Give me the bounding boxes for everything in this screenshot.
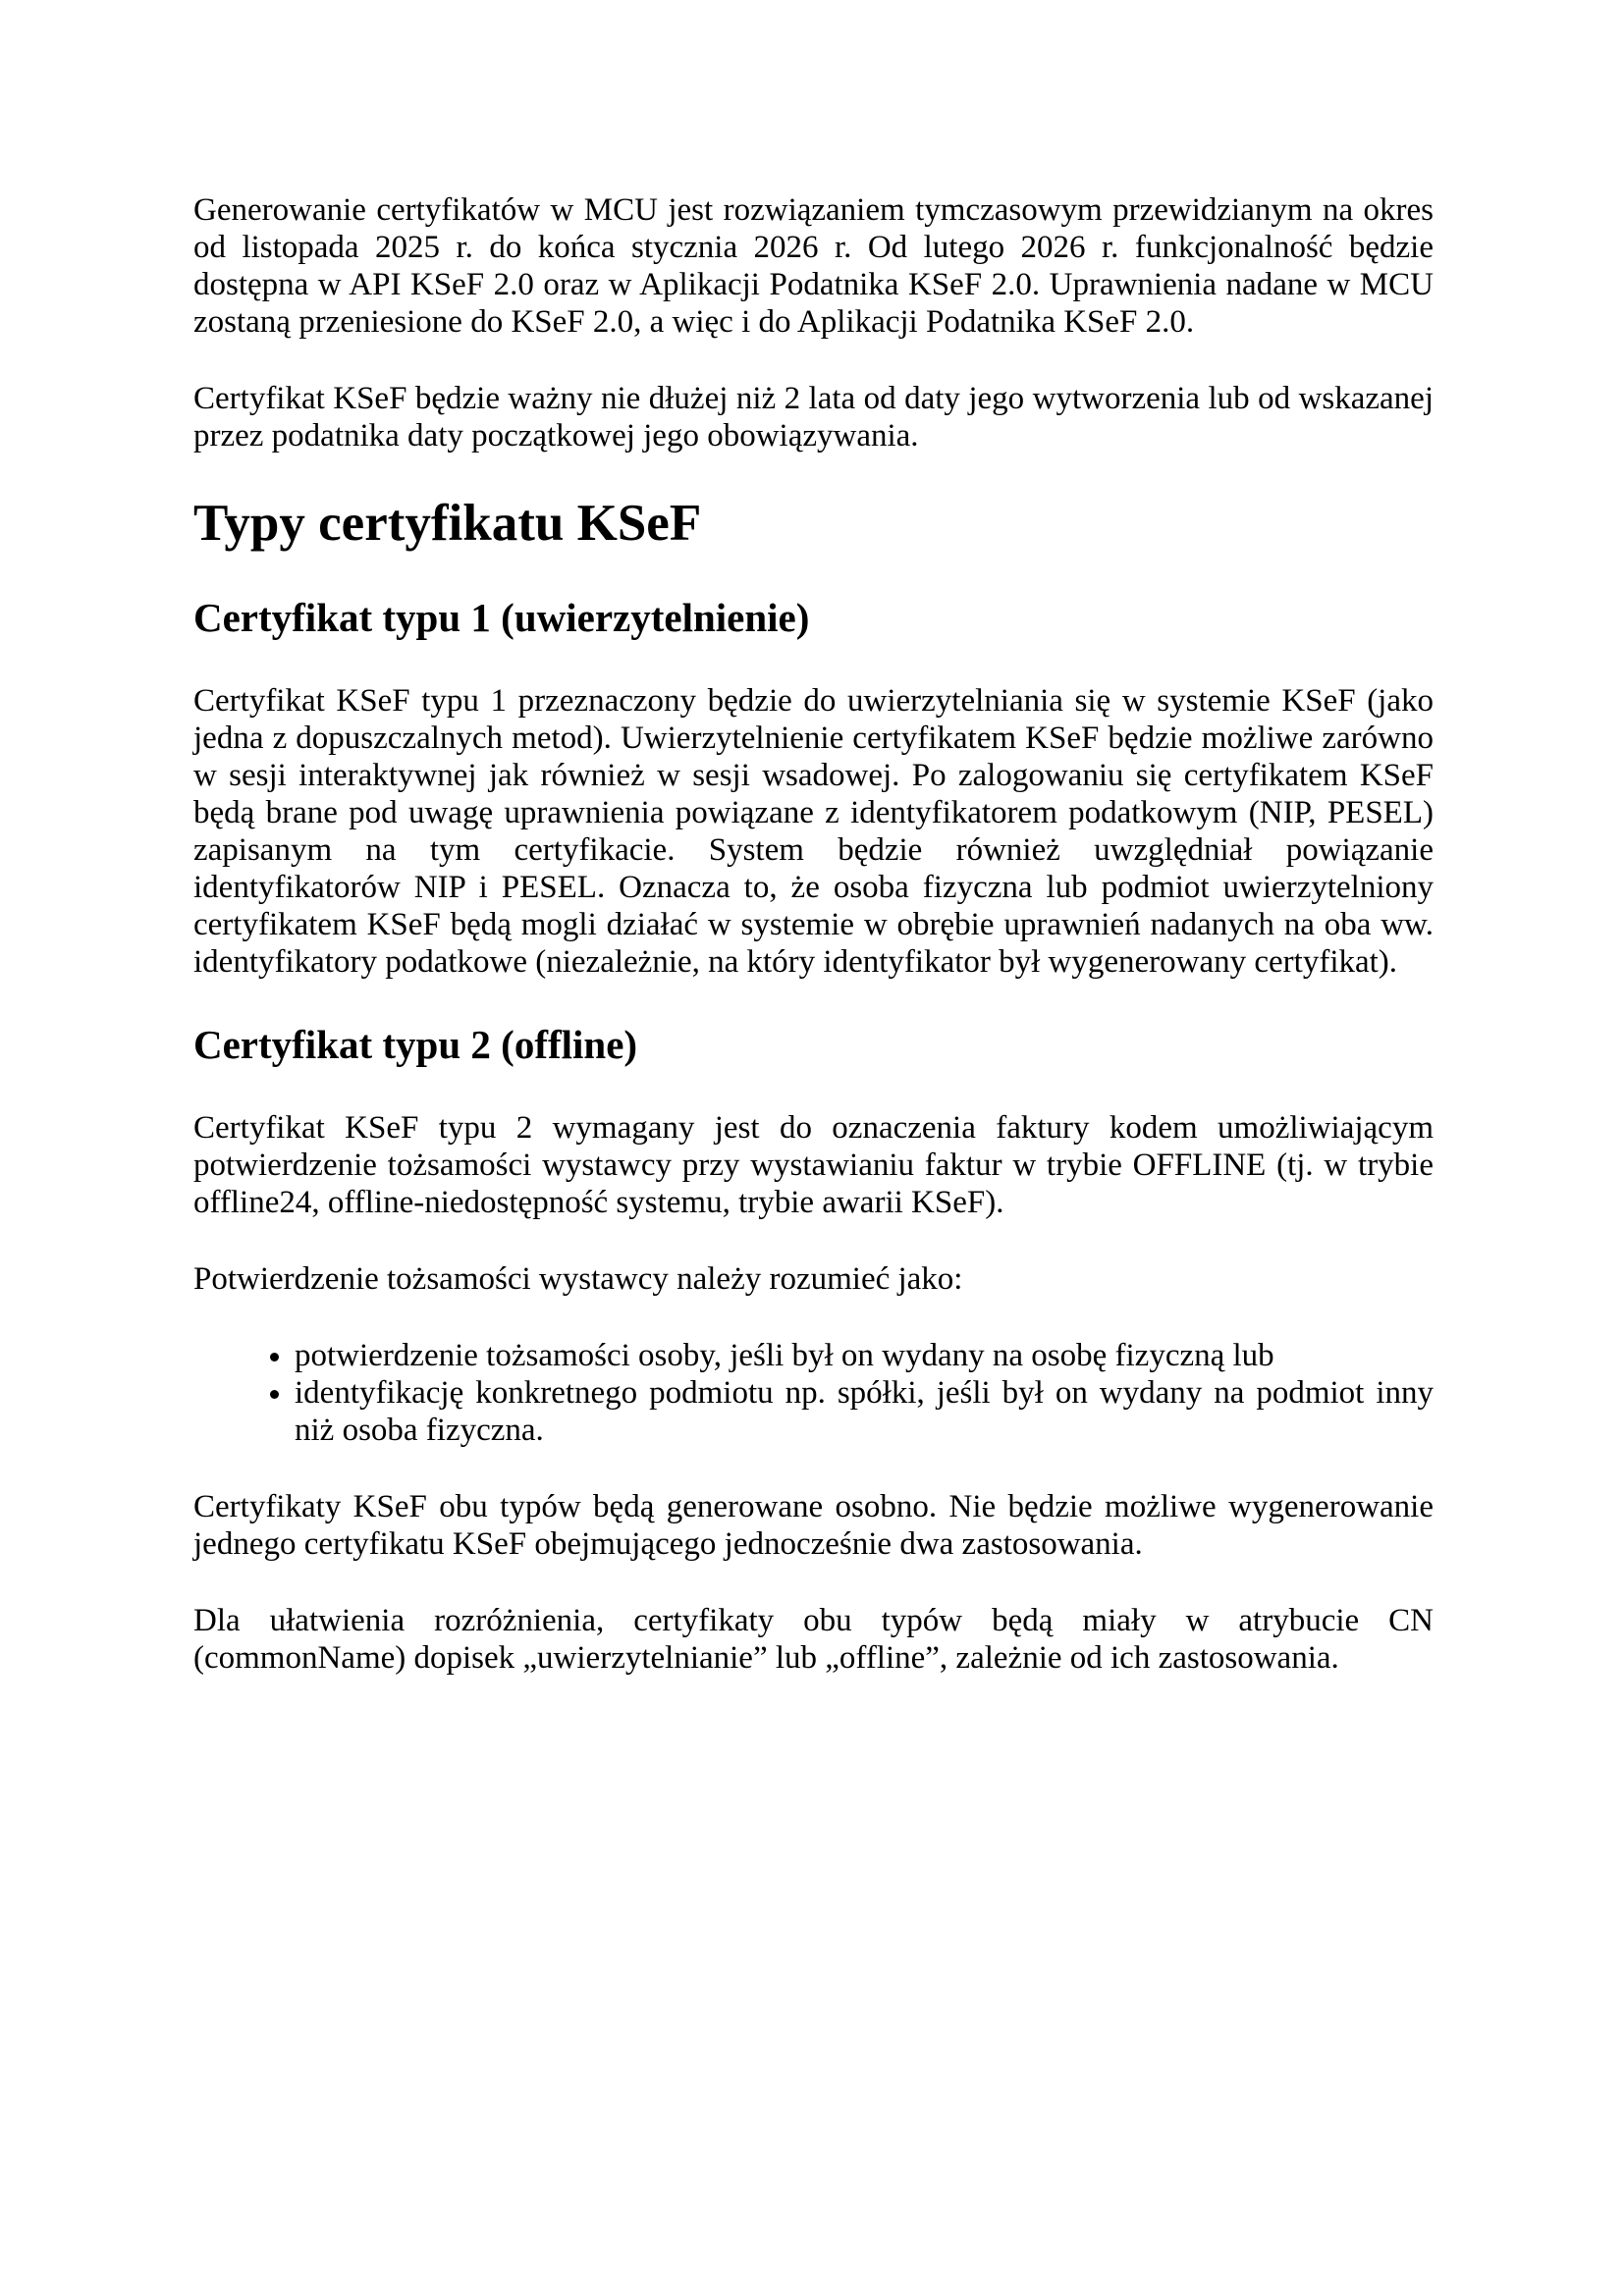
paragraph-intro-mcu: Generowanie certyfikatów w MCU jest rozwiązaniem tymczasowym przewidzianym na okres od listopada 2025 r. do końca stycznia 2026 r. Od lutego 2026 r. funkcjonalność będzie dostępna w API KSeF 2.0 oraz w Aplikacji Podatnika KSeF 2.0. Uprawnienia nadane w MCU zostaną przeniesione do KSeF 2.0, a więc i do Aplikacji Podatnika KSeF 2.0. xyxy=(193,192,1434,340)
bullet-list xyxy=(295,1337,1434,1449)
heading-certyfikat-typu-1: Certyfikat typu 1 (uwierzytelnienie) xyxy=(193,595,810,640)
paragraph-validity: Certyfikat KSeF będzie ważny nie dłużej niż 2 lata od daty jego wytworzenia lub od wskazanej przez podatnika daty początkowej jego obowiązywania. xyxy=(193,381,1434,454)
paragraph-type2-description: Certyfikat KSeF typu 2 wymagany jest do oznaczenia faktury kodem umożliwiającym potwierdzenie tożsamości wystawcy przy wystawianiu faktur w trybie OFFLINE (tj. w trybie offline24, offline-niedostępność systemu, trybie awarii KSeF). xyxy=(193,1110,1434,1220)
bullet-item-person: • potwierdzenie tożsamości osoby, jeśli był on wydany na osobę fizyczną lub xyxy=(295,1337,1434,1374)
heading-typy-certyfikatu-ksef: Typy certyfikatu KSeF xyxy=(193,495,702,552)
paragraph-type1-description: Certyfikat KSeF typu 1 przeznaczony będzie do uwierzytelniania się w systemie KSeF (jako jedna z dopuszczalnych metod). Uwierzytelnienie certyfikatem KSeF będzie możliwe zarówno w sesji interaktywnej jak również w sesji wsadowej. Po zalogowaniu się certyfikatem KSeF będą brane pod uwagę uprawnienia powiązane z identyfikatorem podatkowym (NIP, PESEL) zapisanym na tym certyfikacie. System będzie również uwzględniał powiązanie identyfikatorów NIP i PESEL. Oznacza to, że osoba fizyczna lub podmiot uwierzytelniony certyfikatem KSeF będą mogli działać w systemie w obrębie uprawnień nadanych na oba ww. identyfikatory podatkowe (niezależnie, na który identyfikator był wygenerowany certyfikat). xyxy=(193,683,1434,980)
heading-certyfikat-typu-2: Certyfikat typu 2 (offline) xyxy=(193,1022,638,1067)
paragraph-cn-attribute: Dla ułatwienia rozróżnienia, certyfikaty obu typów będą miały w atrybucie CN (commonName) dopisek „uwierzytelnianie” lub „offline”, zależnie od ich zastosowania. xyxy=(193,1603,1434,1676)
paragraph-separate-generation: Certyfikaty KSeF obu typów będą generowane osobno. Nie będzie możliwe wygenerowanie jednego certyfikatu KSeF obejmującego jednocześnie dwa zastosowania. xyxy=(193,1489,1434,1562)
bullet-item-entity: • identyfikację konkretnego podmiotu np. spółki, jeśli był on wydany na podmiot inny niż osoba fizyczna. xyxy=(295,1374,1434,1449)
paragraph-identity-intro: Potwierdzenie tożsamości wystawcy należy rozumieć jako: xyxy=(193,1261,963,1297)
